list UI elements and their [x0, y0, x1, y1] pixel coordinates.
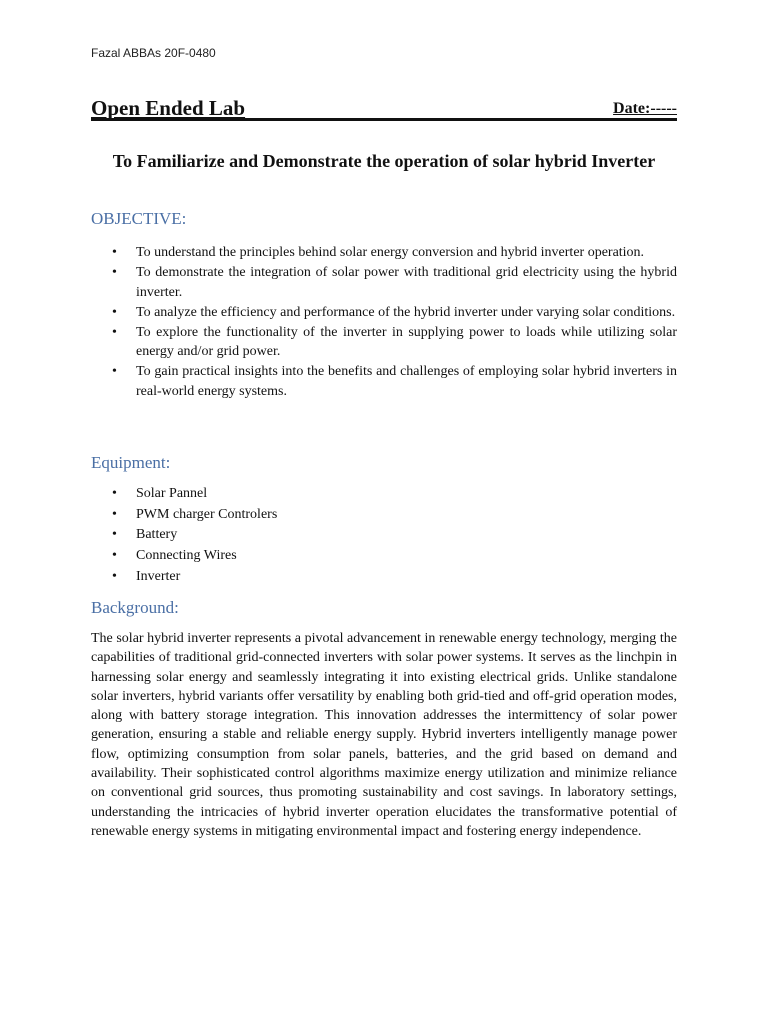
- objective-heading: OBJECTIVE:: [91, 209, 187, 228]
- main-title: To Familiarize and Demonstrate the operation of solar hybrid Inverter: [112, 151, 656, 171]
- list-item: • To understand the principles behind solar energy conversion and hybrid inverter operation.: [112, 245, 645, 260]
- list-item: • PWM charger Controlers: [112, 506, 278, 522]
- background-paragraph: The solar hybrid inverter represents a pivotal advancement in renewable energy technology, merging the capabilities of traditional grid-connected inverters with solar power systems. It serves as the linchpin in harnessing solar energy and seamlessly integrating it into existing electrical grids. Unlike standalone solar inverters, hybrid variants offer versatility by enabling both grid-tied and off-grid operation modes, along with battery storage integration. This innovation addresses the intermittency of solar power generation, ensuring a stable and reliable energy supply. Hybrid inverters intelligently manage power flow, optimizing consumption from solar panels, batteries, and the grid based on demand and availability. Their sophisticated control algorithms maximize energy utilization and minimize reliance on conventional grid sources, thus promoting sustainability and cost savings. In laboratory settings, understanding the intricacies of hybrid inverter operation elucidates the transformative potential of renewable energy systems in mitigating environmental impact and fostering energy independence.: [91, 631, 677, 839]
- equipment-heading: Equipment:: [91, 453, 171, 472]
- list-item: • Connecting Wires: [112, 548, 237, 564]
- list-item: • Solar Pannel: [112, 486, 208, 501]
- list-item: • To explore the functionality of the inverter in supplying power to loads while utilizing solar energy and/or grid power.: [112, 324, 677, 359]
- list-item: • To analyze the efficiency and performance of the hybrid inverter under varying solar conditions.: [112, 304, 676, 320]
- author-line: Fazal ABBAs 20F-0480: [91, 46, 216, 60]
- list-item: • To gain practical insights into the benefits and challenges of employing solar hybrid inverters in real-world energy systems.: [112, 364, 677, 399]
- lab-title: Open Ended Lab: [91, 96, 246, 120]
- list-item: • Battery: [112, 527, 178, 543]
- list-item: • To demonstrate the integration of solar power with traditional grid electricity using the hybrid inverter.: [112, 265, 677, 300]
- equipment-list: [91, 484, 677, 587]
- background-heading: Background:: [91, 598, 179, 617]
- objective-list: [91, 243, 677, 402]
- date-label: Date:-----: [613, 100, 677, 117]
- title-row: [91, 96, 677, 121]
- list-item: • Inverter: [112, 568, 181, 584]
